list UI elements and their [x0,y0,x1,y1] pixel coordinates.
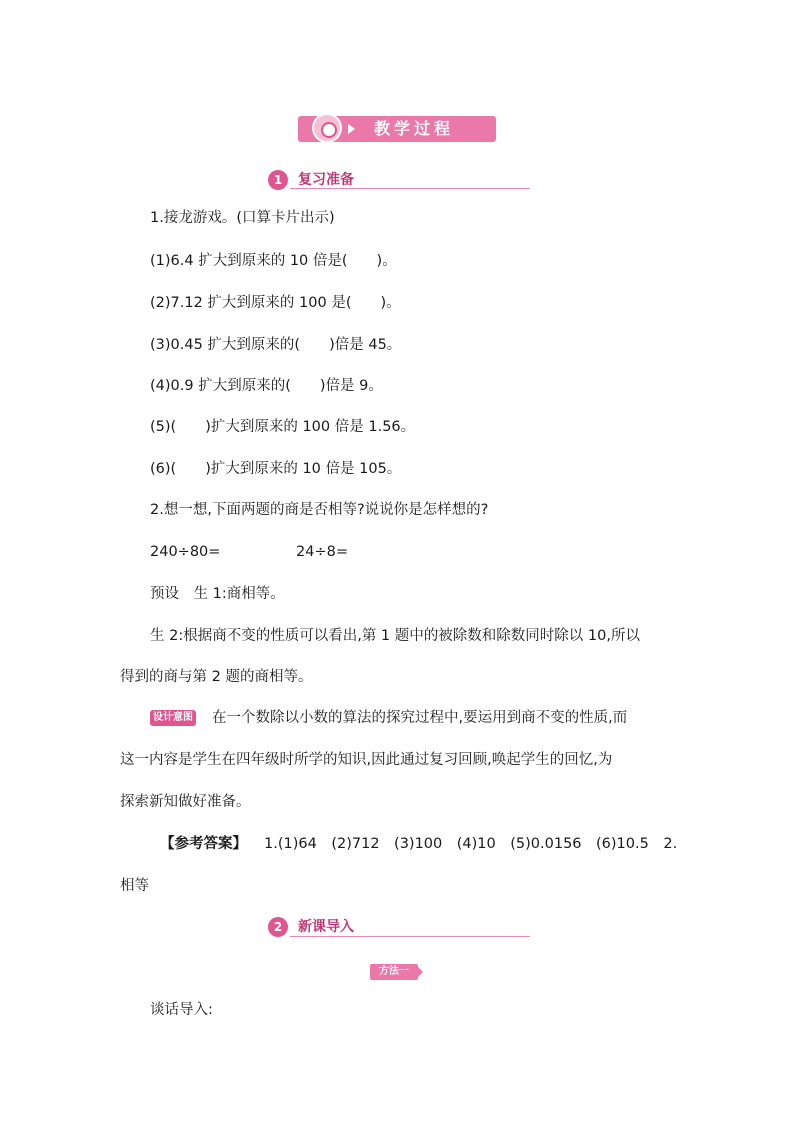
section-number-icon: 2 [268,917,288,937]
banner-title: 教学过程 [374,119,455,138]
method-tag: 方法一 [370,964,418,980]
section-banner [298,116,496,142]
section-number-icon: 1 [268,170,288,190]
expression-b: 24÷8= [296,544,348,560]
design-intent-tag: 设计意图 [150,710,196,726]
section-title: 复习准备 [298,172,354,188]
badge-icon [312,113,342,143]
section-title: 新课导入 [298,919,354,935]
question-1-intro: 1.接龙游戏。(口算卡片出示) [150,210,335,226]
student-2-line: 得到的商与第 2 题的商相等。 [120,669,313,685]
review-item: (5)( )扩大到原来的 100 倍是 1.56。 [150,419,416,435]
student-2-line: 生 2:根据商不变的性质可以看出,第 1 题中的被除数和除数同时除以 10,所以 [150,628,640,644]
review-item: (6)( )扩大到原来的 10 倍是 105。 [150,461,402,477]
review-item: (2)7.12 扩大到原来的 100 是( )。 [150,295,401,311]
review-item: (4)0.9 扩大到原来的( )倍是 9。 [150,378,383,394]
section-divider [290,936,530,937]
answer-line: 相等 [120,878,149,894]
question-2-intro: 2.想一想,下面两题的商是否相等?说说你是怎样想的? [150,502,489,518]
answer-line: 1.(1)64 (2)712 (3)100 (4)10 (5)0.0156 (6)10.5 2. [264,836,678,852]
answer-label: 【参考答案】 [160,836,247,852]
design-intent-line: 探索新知做好准备。 [120,794,251,810]
design-intent-line: 在一个数除以小数的算法的探究过程中,要运用到商不变的性质,而 [212,710,628,726]
review-item: (1)6.4 扩大到原来的 10 倍是( )。 [150,253,397,269]
talk-intro: 谈话导入: [150,1002,213,1018]
review-item: (3)0.45 扩大到原来的( )倍是 45。 [150,337,402,353]
expression-a: 240÷80= [150,544,221,560]
preset-answer: 预设 生 1:商相等。 [150,586,285,602]
design-intent-line: 这一内容是学生在四年级时所学的知识,因此通过复习回顾,唤起学生的回忆,为 [120,752,613,768]
section-divider [290,188,530,189]
arrow-icon [348,124,355,134]
